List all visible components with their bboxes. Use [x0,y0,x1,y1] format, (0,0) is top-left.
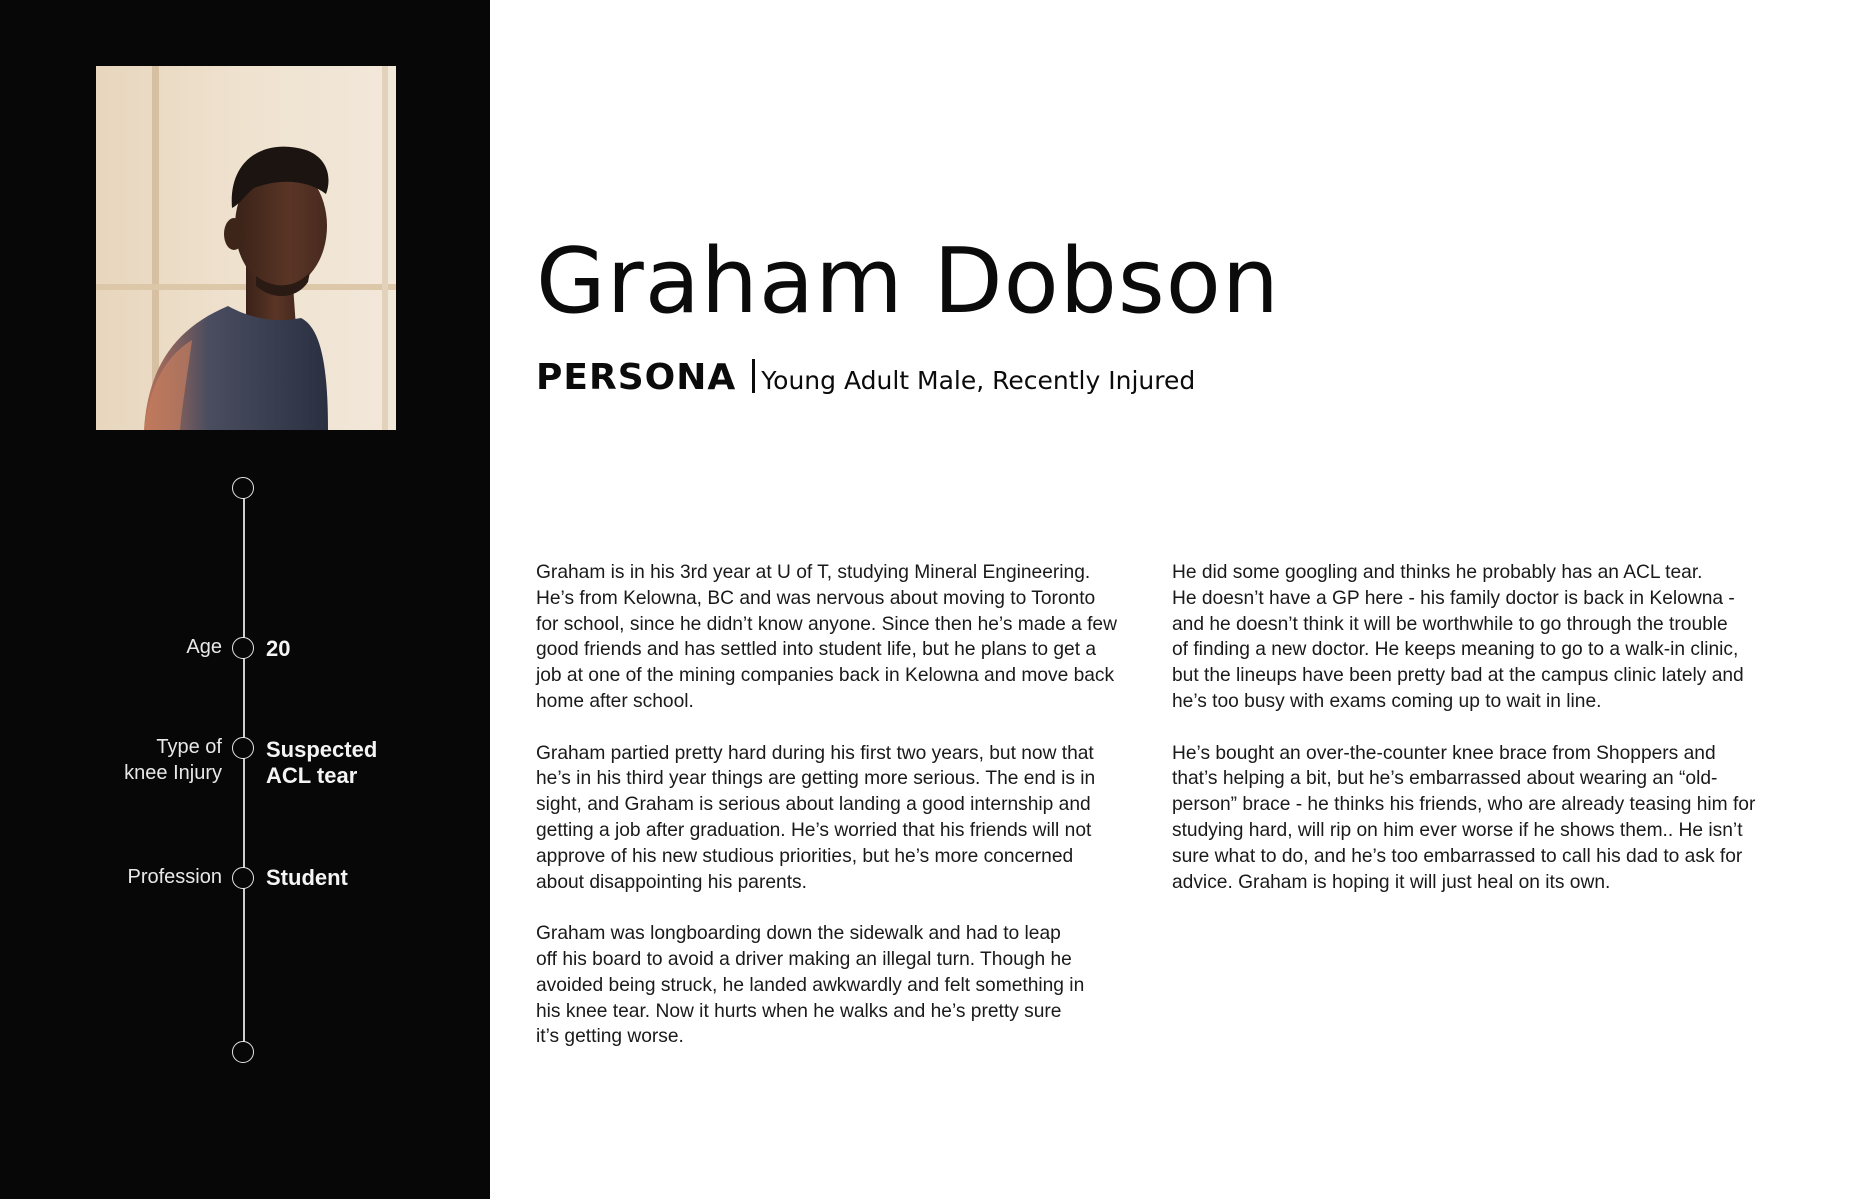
story-column-left [536,560,1136,1076]
timeline-start-node [232,477,254,499]
profession-label: Profession [127,866,222,888]
persona-descriptor: Young Adult Male, Recently Injured [761,366,1196,395]
persona-name: Graham Dobson [536,229,1280,334]
story-paragraph: He did some googling and thinks he probably has an ACL tear. He doesn’t have a GP here - his family doctor is back in Kelowna - and he doesn’t think it will be worthwhile to go through the trouble of finding a new doctor. He keeps meaning to go to a walk-in clinic, but the lineups have been pretty bad at the campus clinic lately and he’s too busy with exams coming up to wait in line. [1172,562,1744,712]
subtitle-divider [752,359,755,393]
portrait-image [96,66,396,430]
timeline-node-profession [232,867,254,889]
persona-tag: PERSONA [536,357,737,398]
story-paragraph: He’s bought an over-the-counter knee brace from Shoppers and that’s helping a bit, but he’s embarrassed about wearing an “old- person” brace - he thinks his friends, who are already teasing him for studying hard, will rip on him ever worse if he shows them.. He isn’t sure what to do, and he’s too embarrassed to call his dad to ask for advice. Graham is hoping it will just heal on its own. [1172,742,1756,893]
profession-value: Student [266,865,348,890]
story-paragraph: Graham is in his 3rd year at U of T, studying Mineral Engineering. He’s from Kelowna, BC and was nervous about moving to Toronto for school, since he didn’t know anyone. Since then he’s made a few good friends and has settled into student life, but he plans to get a job at one of the mining companies back in Kelowna and move back home after school. [536,562,1117,712]
sidebar [0,0,490,1199]
timeline-node-age [232,637,254,659]
timeline-node-injury [232,737,254,759]
timeline-line [243,498,245,1043]
story-paragraph: Graham partied pretty hard during his first two years, but now that he’s in his third year things are getting more serious. The end is in sight, and Graham is serious about landing a good internship and getting a job after graduation. He’s worried that his friends will not approve of his new studious priorities, but he’s more concerned about disappointing his parents. [536,742,1096,893]
age-label: Age [186,636,222,658]
story-paragraph: Graham was longboarding down the sidewalk and had to leap off his board to avoid a driver making an illegal turn. Though he avoided being struck, he landed awkwardly and felt something in his knee tear. Now it hurts when he walks and he’s pretty sure it’s getting worse. [536,923,1085,1048]
timeline-end-node [232,1041,254,1063]
injury-type-label: Type of knee Injury [124,736,222,784]
persona-subtitle [536,357,1195,398]
persona-photo [96,66,396,430]
age-value: 20 [266,636,291,661]
injury-type-value: Suspected ACL tear [266,737,378,788]
story-column-right [1172,560,1772,921]
